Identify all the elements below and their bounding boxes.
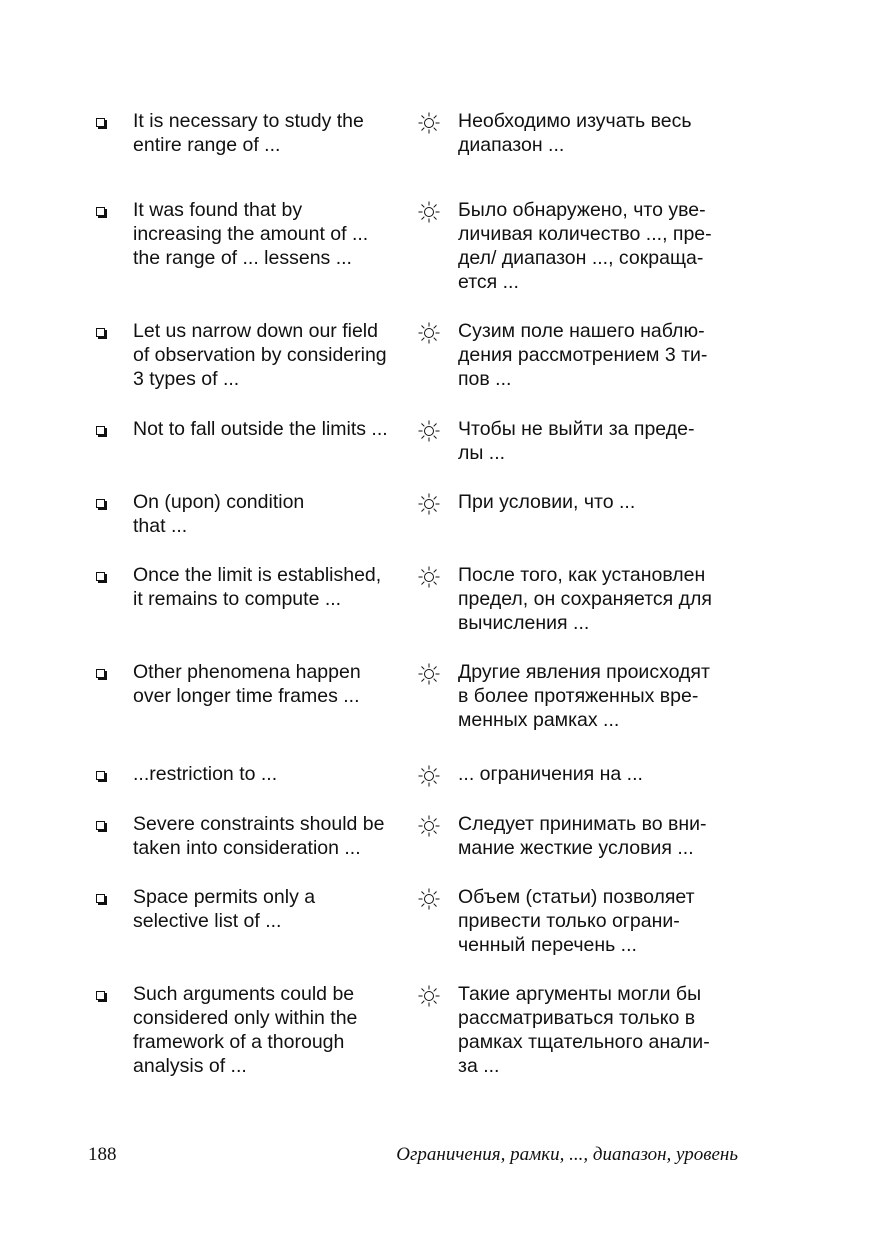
english-phrase: Other phenomena happen over longer time frames ... bbox=[133, 661, 361, 707]
russian-translation: Было обнаружено, что уве- личивая количество ..., пре- дел/ диапазон ..., сокраща- ется ... bbox=[458, 199, 712, 293]
russian-translation: Чтобы не выйти за преде- лы ... bbox=[458, 418, 695, 464]
checkbox-square-icon bbox=[96, 207, 107, 218]
english-phrase: ...restriction to ... bbox=[133, 763, 278, 785]
russian-translation: Необходимо изучать весь диапазон ... bbox=[458, 110, 692, 156]
sun-icon bbox=[417, 492, 441, 516]
english-phrase: Such arguments could be considered only within the framework of a thorough analysis of ... bbox=[133, 983, 358, 1077]
english-phrase: It is necessary to study the entire range of ... bbox=[133, 110, 364, 156]
checkbox-square-icon bbox=[96, 118, 107, 129]
russian-translation: Объем (статьи) позволяет привести только ограни- ченный перечень ... bbox=[458, 886, 695, 956]
english-phrase: Space permits only a selective list of ... bbox=[133, 886, 316, 932]
english-phrase: Severe constraints should be taken into consideration ... bbox=[133, 813, 385, 859]
russian-translation: ... ограничения на ... bbox=[458, 763, 643, 785]
running-title: Ограничения, рамки, ..., диапазон, уровень bbox=[396, 1144, 738, 1165]
checkbox-square-icon bbox=[96, 426, 107, 437]
sun-icon bbox=[417, 419, 441, 443]
page-number: 188 bbox=[88, 1144, 117, 1165]
checkbox-square-icon bbox=[96, 771, 107, 782]
sun-icon bbox=[417, 814, 441, 838]
russian-translation: При условии, что ... bbox=[458, 491, 636, 513]
english-phrase: Once the limit is established, it remains to compute ... bbox=[133, 564, 382, 610]
english-phrase: Not to fall outside the limits ... bbox=[133, 418, 388, 440]
sun-icon bbox=[417, 887, 441, 911]
checkbox-square-icon bbox=[96, 894, 107, 905]
sun-icon bbox=[417, 321, 441, 345]
checkbox-square-icon bbox=[96, 821, 107, 832]
sun-icon bbox=[417, 565, 441, 589]
sun-icon bbox=[417, 111, 441, 135]
checkbox-square-icon bbox=[96, 991, 107, 1002]
checkbox-square-icon bbox=[96, 669, 107, 680]
checkbox-square-icon bbox=[96, 572, 107, 583]
checkbox-square-icon bbox=[96, 328, 107, 339]
sun-icon bbox=[417, 764, 441, 788]
checkbox-square-icon bbox=[96, 499, 107, 510]
sun-icon bbox=[417, 662, 441, 686]
russian-translation: Такие аргументы могли бы рассматриваться только в рамках тщательного анали- за ... bbox=[458, 983, 710, 1077]
russian-translation: После того, как установлен предел, он сохраняется для вычисления ... bbox=[458, 564, 712, 634]
russian-translation: Сузим поле нашего наблю- дения рассмотрением 3 ти- пов ... bbox=[458, 320, 708, 390]
sun-icon bbox=[417, 984, 441, 1008]
russian-translation: Следует принимать во вни- мание жесткие условия ... bbox=[458, 813, 707, 859]
english-phrase: Let us narrow down our field of observation by considering 3 types of ... bbox=[133, 320, 387, 390]
english-phrase: On (upon) condition that ... bbox=[133, 491, 305, 537]
english-phrase: It was found that by increasing the amount of ... the range of ... lessens ... bbox=[133, 199, 369, 269]
russian-translation: Другие явления происходят в более протяженных вре- менных рамках ... bbox=[458, 661, 710, 731]
sun-icon bbox=[417, 200, 441, 224]
